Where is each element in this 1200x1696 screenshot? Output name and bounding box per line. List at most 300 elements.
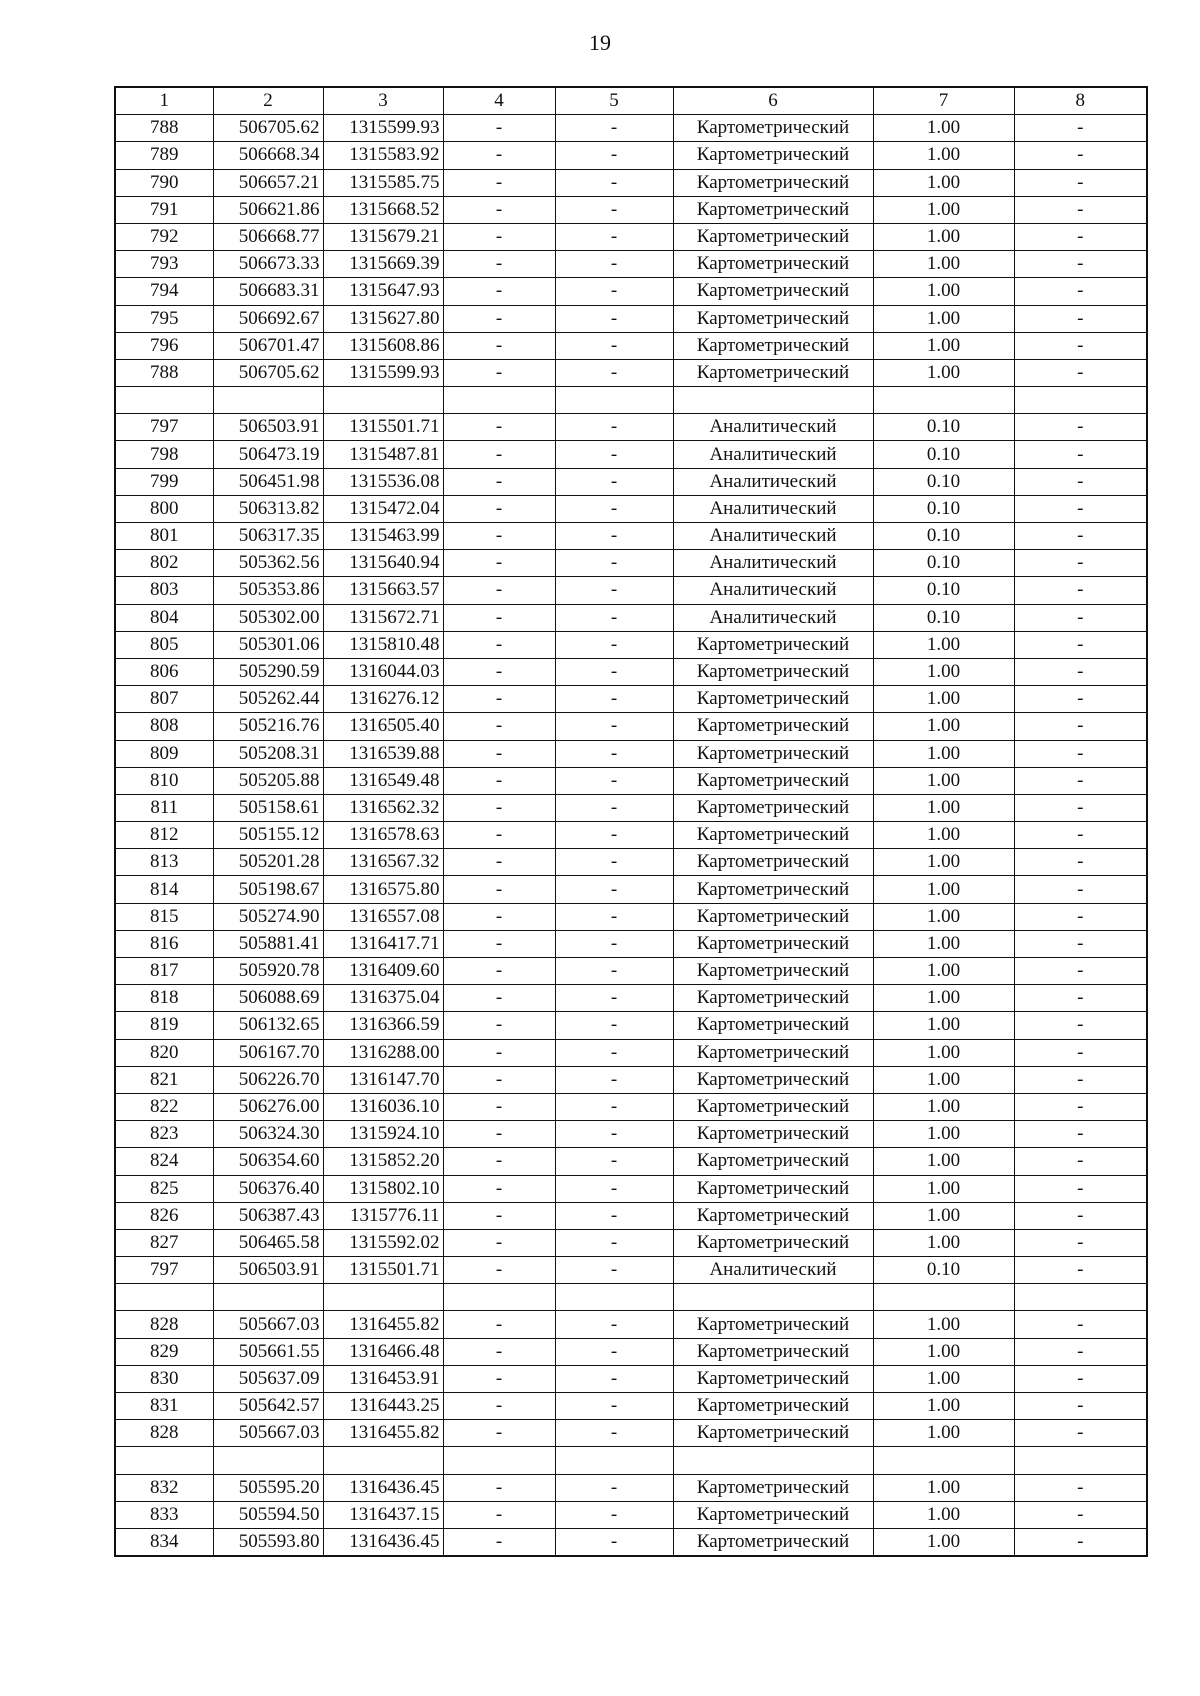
table-cell: - bbox=[443, 278, 555, 305]
table-cell: - bbox=[443, 713, 555, 740]
table-cell: 828 bbox=[115, 1420, 213, 1447]
table-cell: 791 bbox=[115, 196, 213, 223]
table-cell: - bbox=[1014, 1202, 1147, 1229]
table-row bbox=[115, 414, 1147, 441]
table-cell bbox=[873, 1447, 1014, 1474]
table-cell: 505593.80 bbox=[213, 1528, 323, 1556]
table-cell: 1315472.04 bbox=[323, 495, 443, 522]
table-cell: Картометрический bbox=[673, 1311, 873, 1338]
table-cell: 1.00 bbox=[873, 930, 1014, 957]
table-cell: 1.00 bbox=[873, 985, 1014, 1012]
table-cell: Картометрический bbox=[673, 767, 873, 794]
table-row bbox=[115, 1338, 1147, 1365]
table-cell: 1.00 bbox=[873, 713, 1014, 740]
table-cell: 1315672.71 bbox=[323, 604, 443, 631]
table-cell: Аналитический bbox=[673, 495, 873, 522]
table-cell: 804 bbox=[115, 604, 213, 631]
table-cell: - bbox=[555, 169, 673, 196]
table-cell: 834 bbox=[115, 1528, 213, 1556]
table-cell: - bbox=[1014, 1066, 1147, 1093]
column-header: 6 bbox=[673, 87, 873, 115]
table-cell: 820 bbox=[115, 1039, 213, 1066]
table-cell: Картометрический bbox=[673, 305, 873, 332]
table-cell: 1.00 bbox=[873, 1148, 1014, 1175]
table-cell: 819 bbox=[115, 1012, 213, 1039]
table-cell: 808 bbox=[115, 713, 213, 740]
table-cell: 505595.20 bbox=[213, 1474, 323, 1501]
table-cell: Картометрический bbox=[673, 822, 873, 849]
table-row bbox=[115, 1066, 1147, 1093]
table-cell: 1315599.93 bbox=[323, 359, 443, 386]
table-row bbox=[115, 1528, 1147, 1556]
table-cell: 806 bbox=[115, 658, 213, 685]
table-cell: Аналитический bbox=[673, 441, 873, 468]
table-cell: - bbox=[1014, 495, 1147, 522]
table-cell: - bbox=[443, 1393, 555, 1420]
table-cell: 506451.98 bbox=[213, 468, 323, 495]
table-cell: 807 bbox=[115, 686, 213, 713]
column-header: 2 bbox=[213, 87, 323, 115]
table-cell: - bbox=[443, 251, 555, 278]
table-cell: 1316578.63 bbox=[323, 822, 443, 849]
table-cell: - bbox=[443, 495, 555, 522]
table-cell: Картометрический bbox=[673, 1393, 873, 1420]
table-row bbox=[115, 958, 1147, 985]
table-cell: Картометрический bbox=[673, 142, 873, 169]
table-cell: 792 bbox=[115, 223, 213, 250]
table-cell: - bbox=[443, 1202, 555, 1229]
table-cell: 1316575.80 bbox=[323, 876, 443, 903]
table-cell: Картометрический bbox=[673, 1202, 873, 1229]
table-cell: Картометрический bbox=[673, 794, 873, 821]
table-cell: 1316276.12 bbox=[323, 686, 443, 713]
table-cell: - bbox=[443, 305, 555, 332]
table-cell: 1316539.88 bbox=[323, 740, 443, 767]
table-cell: Картометрический bbox=[673, 1039, 873, 1066]
table-row bbox=[115, 686, 1147, 713]
table-cell: 805 bbox=[115, 631, 213, 658]
table-cell: - bbox=[555, 794, 673, 821]
table-row bbox=[115, 142, 1147, 169]
table-cell: 1.00 bbox=[873, 359, 1014, 386]
table-cell: - bbox=[443, 686, 555, 713]
table-cell: 1316375.04 bbox=[323, 985, 443, 1012]
table-cell: 505661.55 bbox=[213, 1338, 323, 1365]
table-cell: Картометрический bbox=[673, 713, 873, 740]
table-cell: 1.00 bbox=[873, 631, 1014, 658]
table-row bbox=[115, 550, 1147, 577]
table-cell: - bbox=[443, 332, 555, 359]
table-cell: 1.00 bbox=[873, 1365, 1014, 1392]
table-cell: - bbox=[1014, 278, 1147, 305]
table-cell: 0.10 bbox=[873, 1257, 1014, 1284]
table-cell: Аналитический bbox=[673, 577, 873, 604]
table-cell: 1.00 bbox=[873, 658, 1014, 685]
table-cell: - bbox=[555, 414, 673, 441]
table-cell: - bbox=[1014, 930, 1147, 957]
table-cell: 1316466.48 bbox=[323, 1338, 443, 1365]
table-cell: - bbox=[1014, 142, 1147, 169]
table-cell: 1315463.99 bbox=[323, 523, 443, 550]
table-cell: - bbox=[555, 1121, 673, 1148]
table-cell: 506465.58 bbox=[213, 1229, 323, 1256]
table-cell: 1.00 bbox=[873, 169, 1014, 196]
table-cell: Картометрический bbox=[673, 658, 873, 685]
table-cell: Аналитический bbox=[673, 468, 873, 495]
table-row bbox=[115, 1393, 1147, 1420]
table-cell: 0.10 bbox=[873, 414, 1014, 441]
table-cell: 833 bbox=[115, 1501, 213, 1528]
table-row bbox=[115, 1175, 1147, 1202]
table-cell: - bbox=[555, 740, 673, 767]
table-cell: 506376.40 bbox=[213, 1175, 323, 1202]
table-cell: - bbox=[443, 1420, 555, 1447]
table-cell: - bbox=[1014, 1148, 1147, 1175]
table-cell: 506621.86 bbox=[213, 196, 323, 223]
table-cell: 505216.76 bbox=[213, 713, 323, 740]
table-cell: 505205.88 bbox=[213, 767, 323, 794]
table-cell: - bbox=[1014, 822, 1147, 849]
table-cell: 505667.03 bbox=[213, 1311, 323, 1338]
table-cell: - bbox=[443, 115, 555, 142]
table-row bbox=[115, 305, 1147, 332]
table-cell: Картометрический bbox=[673, 115, 873, 142]
table-cell: - bbox=[1014, 740, 1147, 767]
table-cell: Картометрический bbox=[673, 332, 873, 359]
table-cell: - bbox=[555, 713, 673, 740]
table-cell: - bbox=[1014, 958, 1147, 985]
table-cell: - bbox=[1014, 115, 1147, 142]
table-cell: 505881.41 bbox=[213, 930, 323, 957]
table-cell: - bbox=[1014, 1528, 1147, 1556]
table-cell: - bbox=[1014, 550, 1147, 577]
table-cell: - bbox=[443, 468, 555, 495]
table-cell: 1.00 bbox=[873, 1338, 1014, 1365]
table-cell: 790 bbox=[115, 169, 213, 196]
table-cell: 802 bbox=[115, 550, 213, 577]
table-cell: 815 bbox=[115, 903, 213, 930]
table-cell: 1316436.45 bbox=[323, 1474, 443, 1501]
table-cell: Картометрический bbox=[673, 740, 873, 767]
table-cell: 831 bbox=[115, 1393, 213, 1420]
table-cell: 1.00 bbox=[873, 196, 1014, 223]
table-cell: Картометрический bbox=[673, 1012, 873, 1039]
table-cell: 1315640.94 bbox=[323, 550, 443, 577]
table-cell: 506692.67 bbox=[213, 305, 323, 332]
table-cell: 800 bbox=[115, 495, 213, 522]
column-header: 3 bbox=[323, 87, 443, 115]
table-row bbox=[115, 523, 1147, 550]
table-cell: 1.00 bbox=[873, 305, 1014, 332]
table-cell bbox=[115, 1284, 213, 1311]
table-cell: - bbox=[1014, 414, 1147, 441]
table-cell: 505642.57 bbox=[213, 1393, 323, 1420]
table-cell: - bbox=[443, 523, 555, 550]
table-cell: - bbox=[443, 658, 555, 685]
table-row bbox=[115, 196, 1147, 223]
table-cell: 1.00 bbox=[873, 794, 1014, 821]
table-cell: - bbox=[1014, 658, 1147, 685]
table-cell: - bbox=[1014, 468, 1147, 495]
table-cell: - bbox=[555, 332, 673, 359]
table-cell: 1315599.93 bbox=[323, 115, 443, 142]
table-cell: - bbox=[1014, 1093, 1147, 1120]
table-cell: 823 bbox=[115, 1121, 213, 1148]
table-cell: - bbox=[1014, 332, 1147, 359]
table-cell: - bbox=[555, 1012, 673, 1039]
table-row bbox=[115, 1501, 1147, 1528]
table-cell: - bbox=[1014, 985, 1147, 1012]
table-cell: 1316443.25 bbox=[323, 1393, 443, 1420]
table-cell: 1.00 bbox=[873, 876, 1014, 903]
table-cell: 1315583.92 bbox=[323, 142, 443, 169]
table-row bbox=[115, 1474, 1147, 1501]
table-cell: 1.00 bbox=[873, 849, 1014, 876]
table-cell: 1316549.48 bbox=[323, 767, 443, 794]
table-cell bbox=[323, 1284, 443, 1311]
table-cell: 0.10 bbox=[873, 550, 1014, 577]
table-cell: 1.00 bbox=[873, 1175, 1014, 1202]
table-cell: 1316437.15 bbox=[323, 1501, 443, 1528]
table-row bbox=[115, 1420, 1147, 1447]
table-cell: Картометрический bbox=[673, 985, 873, 1012]
table-cell: - bbox=[555, 359, 673, 386]
table-cell: 505201.28 bbox=[213, 849, 323, 876]
table-cell: - bbox=[555, 1311, 673, 1338]
table-row bbox=[115, 631, 1147, 658]
table-row bbox=[115, 985, 1147, 1012]
table-cell: - bbox=[443, 550, 555, 577]
table-cell bbox=[1014, 387, 1147, 414]
table-cell: 817 bbox=[115, 958, 213, 985]
table-cell: 1.00 bbox=[873, 142, 1014, 169]
table-cell: 505353.86 bbox=[213, 577, 323, 604]
table-cell: - bbox=[1014, 794, 1147, 821]
table-cell: - bbox=[1014, 849, 1147, 876]
table-cell: - bbox=[555, 767, 673, 794]
column-header: 7 bbox=[873, 87, 1014, 115]
table-cell: - bbox=[555, 985, 673, 1012]
table-cell: 1.00 bbox=[873, 1393, 1014, 1420]
table-cell: - bbox=[443, 414, 555, 441]
table-row bbox=[115, 1257, 1147, 1284]
table-cell: Картометрический bbox=[673, 631, 873, 658]
table-cell: - bbox=[1014, 1257, 1147, 1284]
table-cell: Картометрический bbox=[673, 686, 873, 713]
table-cell: - bbox=[1014, 1229, 1147, 1256]
table-cell bbox=[443, 387, 555, 414]
table-cell: 832 bbox=[115, 1474, 213, 1501]
table-cell: - bbox=[443, 985, 555, 1012]
table-cell: 506313.82 bbox=[213, 495, 323, 522]
table-cell: 827 bbox=[115, 1229, 213, 1256]
table-cell: 816 bbox=[115, 930, 213, 957]
table-cell: - bbox=[555, 1148, 673, 1175]
table-cell: - bbox=[555, 631, 673, 658]
table-cell: - bbox=[555, 958, 673, 985]
table-cell: Картометрический bbox=[673, 1121, 873, 1148]
table-cell: 1315501.71 bbox=[323, 1257, 443, 1284]
table-cell bbox=[873, 1284, 1014, 1311]
table-cell: - bbox=[555, 1093, 673, 1120]
table-cell: 788 bbox=[115, 115, 213, 142]
table-cell: 506668.34 bbox=[213, 142, 323, 169]
table-cell: 505262.44 bbox=[213, 686, 323, 713]
coordinates-table bbox=[114, 86, 1148, 1557]
table-cell: Картометрический bbox=[673, 1528, 873, 1556]
table-cell: 821 bbox=[115, 1066, 213, 1093]
table-cell: Аналитический bbox=[673, 604, 873, 631]
table-cell: 1.00 bbox=[873, 740, 1014, 767]
table-cell: - bbox=[443, 1528, 555, 1556]
table-cell: 1315487.81 bbox=[323, 441, 443, 468]
table-cell: 1315924.10 bbox=[323, 1121, 443, 1148]
table-cell: - bbox=[555, 1528, 673, 1556]
table-cell: Картометрический bbox=[673, 1501, 873, 1528]
table-cell: - bbox=[555, 1501, 673, 1528]
table-cell: 1315810.48 bbox=[323, 631, 443, 658]
table-row bbox=[115, 794, 1147, 821]
table-cell: - bbox=[555, 1066, 673, 1093]
table-cell: Картометрический bbox=[673, 1066, 873, 1093]
table-cell: 799 bbox=[115, 468, 213, 495]
table-cell: 505362.56 bbox=[213, 550, 323, 577]
table-cell: - bbox=[555, 1393, 673, 1420]
table-cell: 506226.70 bbox=[213, 1066, 323, 1093]
table-cell: - bbox=[1014, 767, 1147, 794]
table-cell: Аналитический bbox=[673, 414, 873, 441]
table-cell: 1316557.08 bbox=[323, 903, 443, 930]
table-cell: 1315501.71 bbox=[323, 414, 443, 441]
table-cell: - bbox=[1014, 305, 1147, 332]
column-header: 5 bbox=[555, 87, 673, 115]
table-cell: - bbox=[555, 930, 673, 957]
table-cell: 1315647.93 bbox=[323, 278, 443, 305]
table-cell: - bbox=[555, 305, 673, 332]
table-cell bbox=[443, 1284, 555, 1311]
table-cell: 1316567.32 bbox=[323, 849, 443, 876]
table-cell: Картометрический bbox=[673, 930, 873, 957]
table-cell: 505667.03 bbox=[213, 1420, 323, 1447]
table-cell bbox=[115, 1447, 213, 1474]
table-cell: - bbox=[443, 631, 555, 658]
table-cell: 506673.33 bbox=[213, 251, 323, 278]
table-cell: 505274.90 bbox=[213, 903, 323, 930]
table-cell: - bbox=[555, 468, 673, 495]
table-cell: - bbox=[1014, 1365, 1147, 1392]
table-cell: 1316455.82 bbox=[323, 1311, 443, 1338]
table-cell: 505302.00 bbox=[213, 604, 323, 631]
table-row bbox=[115, 1093, 1147, 1120]
table-cell: - bbox=[1014, 1012, 1147, 1039]
table-cell: - bbox=[443, 794, 555, 821]
table-cell bbox=[213, 1447, 323, 1474]
table-cell: 794 bbox=[115, 278, 213, 305]
table-cell: 1316453.91 bbox=[323, 1365, 443, 1392]
table-cell: 505637.09 bbox=[213, 1365, 323, 1392]
table-cell: - bbox=[1014, 1393, 1147, 1420]
table-cell: 1.00 bbox=[873, 1474, 1014, 1501]
table-cell: 505155.12 bbox=[213, 822, 323, 849]
table-cell: 1316409.60 bbox=[323, 958, 443, 985]
table-cell: - bbox=[443, 822, 555, 849]
table-cell: Картометрический bbox=[673, 958, 873, 985]
table-cell: - bbox=[555, 251, 673, 278]
table-cell: - bbox=[1014, 523, 1147, 550]
table-cell: Картометрический bbox=[673, 1175, 873, 1202]
table-cell: 506354.60 bbox=[213, 1148, 323, 1175]
table-cell: - bbox=[443, 1229, 555, 1256]
table-cell bbox=[555, 1284, 673, 1311]
table-cell: 1.00 bbox=[873, 1121, 1014, 1148]
table-cell bbox=[443, 1447, 555, 1474]
table-cell: 1.00 bbox=[873, 223, 1014, 250]
table-cell: 505158.61 bbox=[213, 794, 323, 821]
table-cell: 1316147.70 bbox=[323, 1066, 443, 1093]
table-cell: - bbox=[1014, 441, 1147, 468]
table-cell: - bbox=[555, 1229, 673, 1256]
table-cell: Аналитический bbox=[673, 1257, 873, 1284]
table-row bbox=[115, 849, 1147, 876]
table-cell: 1315669.39 bbox=[323, 251, 443, 278]
table-cell: Картометрический bbox=[673, 1148, 873, 1175]
table-cell: 1.00 bbox=[873, 1012, 1014, 1039]
table-cell: Картометрический bbox=[673, 359, 873, 386]
table-cell: 506668.77 bbox=[213, 223, 323, 250]
table-cell: 1.00 bbox=[873, 1311, 1014, 1338]
table-cell: 0.10 bbox=[873, 577, 1014, 604]
table-cell: - bbox=[555, 523, 673, 550]
table-cell: Картометрический bbox=[673, 903, 873, 930]
table-row bbox=[115, 822, 1147, 849]
table-cell: - bbox=[555, 1039, 673, 1066]
table-row bbox=[115, 1202, 1147, 1229]
table-cell: - bbox=[555, 903, 673, 930]
table-cell: 506317.35 bbox=[213, 523, 323, 550]
table-cell: - bbox=[443, 1338, 555, 1365]
table-cell: - bbox=[555, 196, 673, 223]
table-cell: - bbox=[1014, 1121, 1147, 1148]
table-cell: Картометрический bbox=[673, 849, 873, 876]
table-cell: - bbox=[1014, 1175, 1147, 1202]
table-cell: 1.00 bbox=[873, 1229, 1014, 1256]
table-cell: - bbox=[555, 1202, 673, 1229]
table-cell: Картометрический bbox=[673, 1420, 873, 1447]
table-cell: 1316436.45 bbox=[323, 1528, 443, 1556]
table-cell: 1316417.71 bbox=[323, 930, 443, 957]
table-cell: 789 bbox=[115, 142, 213, 169]
table-cell: 0.10 bbox=[873, 523, 1014, 550]
table-separator-row bbox=[115, 1284, 1147, 1311]
table-cell: 505208.31 bbox=[213, 740, 323, 767]
table-cell: 506701.47 bbox=[213, 332, 323, 359]
table-row bbox=[115, 359, 1147, 386]
table-cell: 1315776.11 bbox=[323, 1202, 443, 1229]
table-cell: 810 bbox=[115, 767, 213, 794]
table-body bbox=[115, 115, 1147, 1556]
table-cell: 1.00 bbox=[873, 1202, 1014, 1229]
table-cell: - bbox=[555, 1420, 673, 1447]
table-cell: - bbox=[1014, 196, 1147, 223]
table-row bbox=[115, 903, 1147, 930]
table-cell: 506705.62 bbox=[213, 115, 323, 142]
table-cell: Картометрический bbox=[673, 1365, 873, 1392]
page-number: 19 bbox=[589, 30, 611, 55]
table-cell: - bbox=[443, 359, 555, 386]
table-cell: - bbox=[443, 1039, 555, 1066]
table-cell: 1316288.00 bbox=[323, 1039, 443, 1066]
table-cell bbox=[1014, 1447, 1147, 1474]
